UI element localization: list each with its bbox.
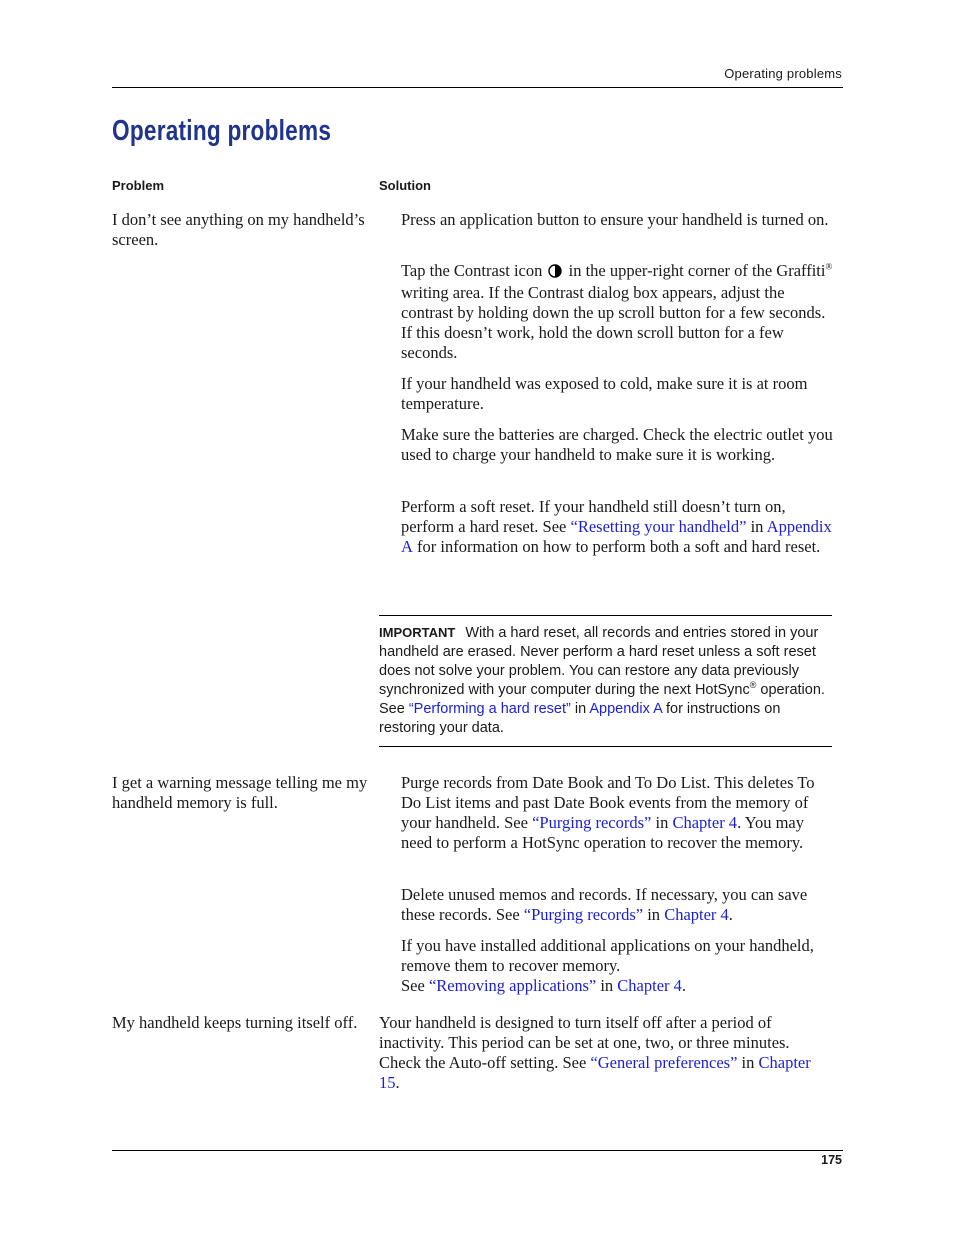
solution-paragraph: Perform a soft reset. If your handheld still doesn’t turn on, perform a hard reset. See “Resetting your handheld” in Appendix A for information on how to perform both a soft and hard reset. (401, 497, 832, 556)
solution-paragraph: If you have installed additional applications on your handheld, remove them to recover memory. See “Removing applications” in Chapter 4. (401, 936, 814, 995)
column-header-solution: Solution (379, 178, 431, 193)
link-removing-applications[interactable]: “Removing applications” (428, 976, 597, 995)
running-header: Operating problems (724, 66, 842, 81)
link-chapter-4[interactable]: Chapter 4 (672, 813, 738, 832)
solution-paragraph: Tap the Contrast icon in the upper-right corner of the Graffiti® writing area. If the Contrast dialog box appears, adjust the contrast by holding down the up scroll button for a few seconds. If this doesn’t work, hold the down scroll button for a few seconds. (401, 261, 833, 362)
solution-paragraph: Make sure the batteries are charged. Check the electric outlet you used to charge your handheld to make sure it is working. (401, 425, 833, 464)
link-performing-a-hard-reset[interactable]: “Performing a hard reset” (408, 701, 571, 717)
solution-paragraph: If your handheld was exposed to cold, make sure it is at room temperature. (401, 374, 808, 413)
problem-turns-off: My handheld keeps turning itself off. (112, 1013, 358, 1032)
link-chapter-4[interactable]: Chapter 4 (664, 905, 729, 924)
solution-paragraph: Delete unused memos and records. If necessary, you can save these records. See “Purging records” in Chapter 4. (401, 885, 808, 924)
problem-memory-full: I get a warning message telling me my handheld memory is full. (112, 773, 368, 812)
link-appendix-a[interactable]: Appendix A (589, 701, 662, 717)
link-general-preferences[interactable]: “General preferences” (590, 1053, 738, 1072)
problem-no-display: I don’t see anything on my handheld’s screen. (112, 210, 365, 249)
link-resetting-your-handheld[interactable]: “Resetting your handheld” (570, 517, 747, 536)
important-note: IMPORTANT With a hard reset, all records and entries stored in your handheld are erased. Never perform a hard reset unless a soft reset does not solve your problem. You can restore any data previously synchronized with your computer during the next HotSync® operation. See “Performing a hard reset” in Appendix A for instructions on restoring your data. (379, 625, 825, 736)
important-label: IMPORTANT (379, 625, 456, 640)
page-title: Operating problems (112, 115, 332, 147)
column-header-problem: Problem (112, 178, 165, 193)
link-chapter-4[interactable]: Chapter 4 (617, 976, 682, 995)
solution-paragraph: Press an application button to ensure your handheld is turned on. (401, 210, 829, 229)
link-appendix-a[interactable]: Appendix A (401, 517, 832, 556)
page-number: 175 (821, 1153, 842, 1167)
header-rule (112, 87, 843, 88)
link-purging-records[interactable]: “Purging records” (523, 905, 644, 924)
contrast-icon (548, 263, 562, 283)
link-chapter-15[interactable]: Chapter 15 (379, 1053, 811, 1092)
solution-paragraph: Your handheld is designed to turn itself off after a period of inactivity. This period can be set at one, two, or three minutes. Check the Auto-off setting. See “General preferences” in Chapter 15. (379, 1013, 811, 1092)
solution-paragraph: Purge records from Date Book and To Do List. This deletes To Do List items and past Date Book events from the memory of your handheld. See “Purging records” in Chapter 4. You may need to perform a HotSync operation to recover the memory. (401, 773, 815, 852)
link-purging-records[interactable]: “Purging records” (532, 813, 652, 832)
footer-rule (112, 1150, 843, 1151)
